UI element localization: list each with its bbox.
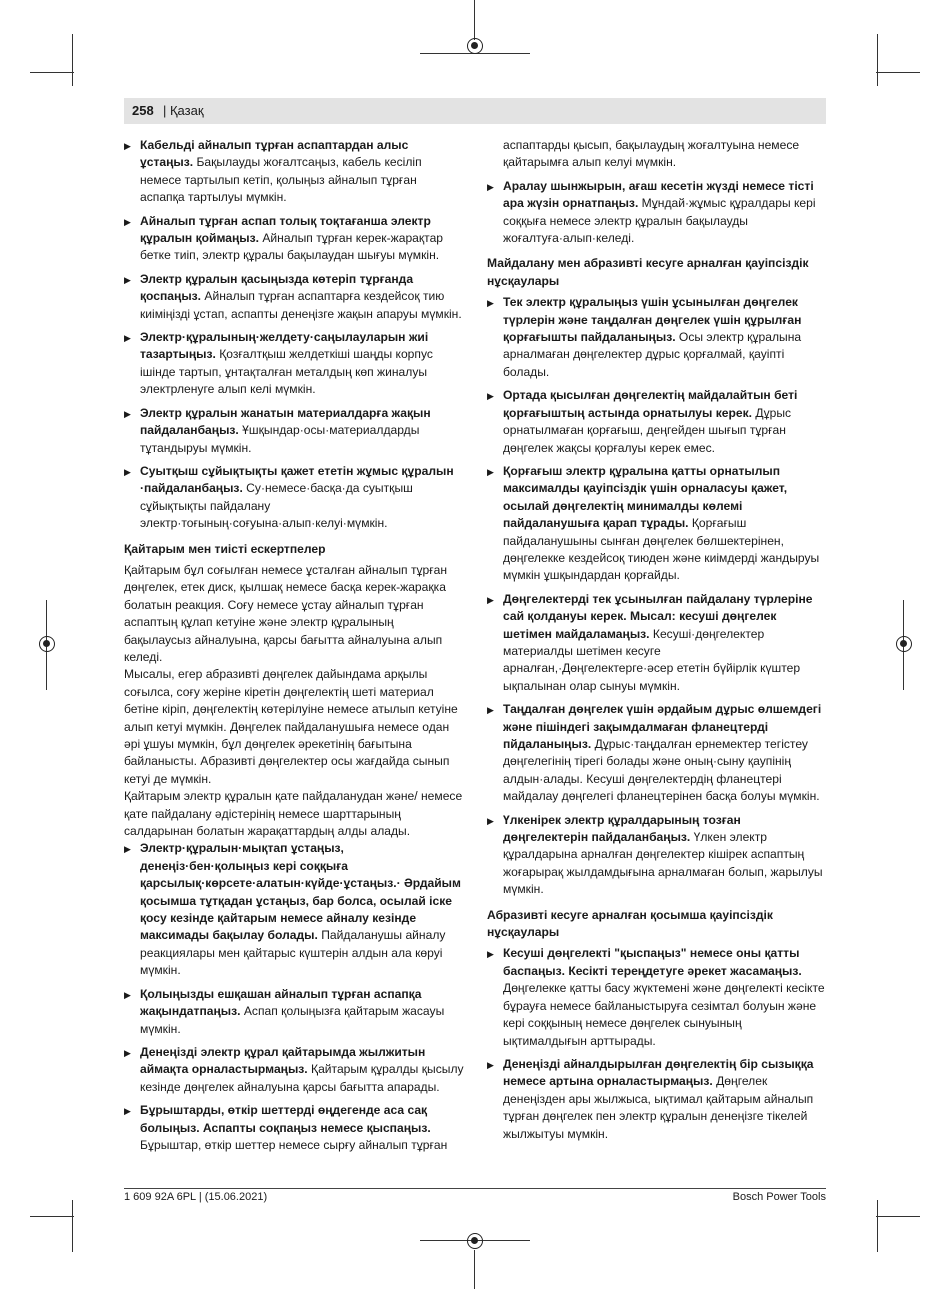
warning-bold-text: Қолыңызды ешқашан айналып тұрған аспапқа жақындатпаңыз. — [140, 986, 422, 1019]
crop-mark — [72, 1200, 73, 1252]
registration-mark-icon — [896, 636, 912, 652]
warning-bold-text: Тек электр құралыңыз үшін ұсынылған дөңгелек түрлерін және таңдалған дөңгелек үшін құрылған қорғағышты пайдаланыңыз. — [503, 295, 802, 345]
warning-bold-text: Бұрыштарды, өткір шеттерді өңдегенде аса сақ болыңыз. Аспапты соқпаңыз немесе қыспаңыз. — [140, 1103, 431, 1135]
footer-document-code: 1 609 92A 6PL | (15.06.2021) — [124, 1191, 268, 1203]
warning-text: Дөңгелекке қатты басу жүктемені және дөңгелекті кесікте бұрауға немесе байланыстыруға сезімтал болуын және кері соққының немесе дөңгелек сынуының ықтималдығын арттырады. — [503, 981, 825, 1048]
warning-text: Су·немесе·басқа·да суытқыш сұйықтықты пайдалану электр·тоғының·соғуына·алып·келуі·мүмкін. — [140, 481, 413, 531]
warning-item — [487, 701, 827, 805]
warning-item — [124, 1102, 464, 1154]
warning-bold-text: Таңдалған дөңгелек үшін әрдайым дұрыс өлшемдегі және пішіндегі зақымдалмаған фланецтерді пйдаланыңыз. — [503, 702, 822, 751]
crop-mark — [474, 0, 475, 40]
warning-item — [124, 137, 464, 207]
warning-text: Қозғалтқыш желдеткіші шаңды корпус ішінде тартып, ұнтақталған металдың көп жиналуы электрленуге алып келі мүмкін. — [140, 347, 433, 397]
warning-text: Кесуші·дөңгелектер материалды шетімен кесуге арналған,·Дөңгелектерге·әсер ететін бүйірлік күштер ықпалынан олар сынуы мүмкін. — [503, 626, 801, 693]
warning-bold-text: Ортада қысылған дөңгелектің майдалайтын беті қорғағыштың астында орнатылуы керек. — [503, 388, 798, 420]
warning-item — [124, 463, 464, 533]
footer-divider — [124, 1188, 826, 1189]
crop-mark — [877, 34, 878, 86]
registration-mark-icon — [467, 38, 483, 54]
footer-brand: Bosch Power Tools — [732, 1191, 826, 1203]
warning-item — [487, 294, 827, 381]
warning-text: Осы электр құралына арналмаған дөңгелектер дұрыс қорғалмай, қауіпті болады. — [503, 330, 802, 379]
warning-item — [124, 1044, 464, 1096]
warning-text: Бақылауды жоғалтсаңыз, кабель кесіліп немесе тартылып кетіп, қолыңыз айналып тұрған аспапқа тартылуы мүмкін. — [140, 155, 422, 205]
warning-item — [487, 812, 827, 899]
warning-bold-text: Денеңізді электр құрал қайтарымда жылжитын аймақта орналастырмаңыз. — [140, 1044, 426, 1077]
crop-mark — [72, 34, 73, 86]
warning-item — [124, 986, 464, 1038]
paragraph: Қайтарым бұл соғылған немесе ұсталған айналып тұрған дөңгелек, етек диск, қылшақ немесе басқа керек-жарақка болатын реакция. Соғу немесе ұстау айналып тұрған аспаптың құлап кетуіне және электр құралының бақылаусыз айналуына, қарсы бағытта айналуына алып келеді. — [124, 562, 448, 664]
warning-bold-text: Үлкенірек электр құралдарының тозған дөңгелектерін пайдаланбаңыз. — [503, 812, 741, 845]
paragraph: Мысалы, егер абразивті дөңгелек дайындама арқылы соғылса, соғу жеріне кіретін дөңгелектің шеті материал бетіне кіріп, дөңгелектің көтерілуіне немесе атылып кетуіне алып кетуі мүмкін. Дөңгелек пайдаланушыға немесе одан әрі ұшуы мүмкін, бұл дөңгелек әрекетінің бағытына байланысты. Абразивті дөңгелектер осы жағдайда сынып кетуі де мүмкін. — [124, 667, 458, 786]
page-number: 258 — [132, 103, 154, 118]
warning-text: Мұндай·жұмыс құралдары кері соққыға немесе электр құралын бақылауды жоғалтуға·алып·келеді. — [503, 196, 816, 246]
warning-item — [124, 213, 464, 265]
warning-text: Қорғағыш пайдаланушыны сынған дөңгелек бөлшектерінен, дөңгелекке кездейсоқ тиюден және киімдерді жандыруы мүмкін ұшқындардан қорғайды. — [503, 516, 820, 583]
warning-text: Дұрыс·таңдалған ернемектер тегістеу дөңгелегінің тірегі болады және оның·сыну қаупінің алдын·алады. Кесуші дөңгелектердің фланецтері майдалау дөңгелегі фланецтерінен басқа болуы мүмкін. — [503, 737, 820, 804]
warning-bold-text: Қорғағыш электр құралына қатты орнатылып максималды қауіпсіздік үшін орналасуы қажет, осылай дөңгелектің минималды көлемі пайдаланушыға қарап тұрады. — [503, 463, 788, 531]
warning-text: Айналып тұрған керек-жарақтар бетке тиіп, электр құралы бақылаудан шығуы мүмкін. — [140, 231, 444, 263]
warning-item — [124, 840, 464, 979]
registration-mark-icon — [467, 1233, 483, 1249]
warning-bold-text: Электр·құралының·желдету·саңылауларын жиі тазартыңыз. — [140, 330, 429, 362]
warning-item — [124, 271, 464, 323]
warning-item — [487, 1056, 827, 1143]
section-heading: Майдалану мен абразивті кесуге арналған қауіпсіздік нұсқаулары — [487, 256, 809, 288]
warning-text: Ұшқындар·осы·материалдарды тұтандыруы мүмкін. — [140, 423, 420, 455]
warning-text: аспаптарды қысып, бақылаудың жоғалтуына немесе қайтарымға алып келуі мүмкін. — [503, 138, 800, 170]
warning-text: Қайтарым құралды қысылу кезінде дөңгелек айналуына қарсы бағытта апарады. — [140, 1062, 464, 1094]
crop-mark — [30, 1216, 74, 1217]
warning-bold-text: Денеңізді айналдырылған дөңгелектің бір сызыққа немесе артына орналастырмаңыз. — [503, 1056, 814, 1089]
crop-mark — [876, 72, 920, 73]
warning-text: Дұрыс орнатылмаған қорғағыш, деңгейден шығып тұрған дөңгелек жақсы қорғалуы керек емес. — [503, 405, 792, 455]
warning-item — [487, 178, 827, 248]
warning-item — [124, 329, 464, 399]
warning-text: Бұрыштар, өткір шеттер немесе сырғу айналып тұрған — [140, 1137, 448, 1152]
warning-item — [487, 463, 827, 585]
continued-item — [487, 137, 827, 172]
warning-item — [124, 405, 464, 457]
warning-bold-text: Кесуші дөңгелекті "қыспаңыз" немесе оны қатты баспаңыз. Кесікті тереңдетуге әрекет жасамаңыз. — [503, 946, 802, 978]
warning-bold-text: Дөңгелектерді тек ұсынылған пайдалану түрлеріне сай қолдануы керек. Мысал: кесуші дөңгелек шетімен майдаламаңыз. — [503, 591, 813, 641]
crop-mark — [474, 1250, 475, 1289]
crop-mark — [876, 1216, 920, 1217]
crop-mark — [30, 72, 74, 73]
warning-item — [487, 387, 827, 457]
warning-text: Үлкен электр құралдарына арналған дөңгелектер кішірек аспаптың жоғарырақ жылдамдығына арналмаған болып, жарылуы мүмкін. — [503, 830, 823, 897]
section-heading: Қайтарым мен тиісті ескертпелер — [124, 541, 326, 556]
warning-bold-text: Электр·құралын·мықтап ұстаңыз, денеңіз·бен·қолыңыз кері соққыға қарсылық·көрсете·алатын·күйде·ұстаңыз.· Әрдайым қосымша тұтқадан ұстаңыз, бар болса, осылай іске қосу кезінде қайтарым немесе айналу кезінде максимады бақылау болады. — [140, 841, 461, 943]
section-heading: Абразивті кесуге арналған қосымша қауіпсіздік нұсқаулары — [487, 907, 773, 940]
registration-mark-icon — [39, 636, 55, 652]
warning-bold-text: Кабельді айналып тұрған аспаптардан алыс ұстаңыз. — [140, 138, 409, 170]
warning-bold-text: Электр құралын жанатын материалдарға жақын пайдаланбаңыз. — [140, 405, 431, 438]
page-language: | Қазақ — [163, 103, 204, 118]
header-band — [124, 98, 826, 124]
warning-text: Айналып тұрған аспаптарға кездейсоқ тию киіміңізді ұстап, аспапты денеңізге жақын апаруы мүмкін. — [140, 289, 462, 321]
warning-item — [487, 945, 827, 1049]
crop-mark — [877, 1200, 878, 1252]
warning-text: Пайдаланушы айналу реакциялары мен қайтарыс күштерін алдын ала көруі мүмкін. — [140, 928, 446, 978]
paragraph: Қайтарым электр құралын қате пайдаланудан және/ немесе қате пайдалану әдістерінің немесе шарттарының салдарынан болатын жарақаттардың алды алады. — [124, 789, 463, 839]
warning-text: Дөңгелек денеңізден ары жылжыса, ықтимал қайтарым айналып тұрған дөңгелек пен электр құралын денеңізге тікелей жылжытуы мүмкін. — [503, 1074, 814, 1141]
warning-bold-text: Суытқыш сұйықтықты қажет ететін жұмыс құралын ·пайдаланбаңыз. — [140, 463, 454, 496]
warning-item — [487, 591, 827, 695]
warning-bold-text: Айналып тұрған аспап толық тоқтағанша электр құралын қоймаңыз. — [140, 213, 431, 246]
right-column — [487, 137, 827, 1149]
warning-bold-text: Электр құралын қасыңызда көтеріп тұрғанда қоспаңыз. — [140, 271, 414, 304]
warning-bold-text: Аралау шынжырын, ағаш кесетін жүзді немесе тісті ара жүзін орнатпаңыз. — [503, 178, 814, 211]
warning-text: Аспап қолыңызға қайтарым жасауы мүмкін. — [140, 1004, 445, 1036]
left-column — [124, 137, 464, 1160]
